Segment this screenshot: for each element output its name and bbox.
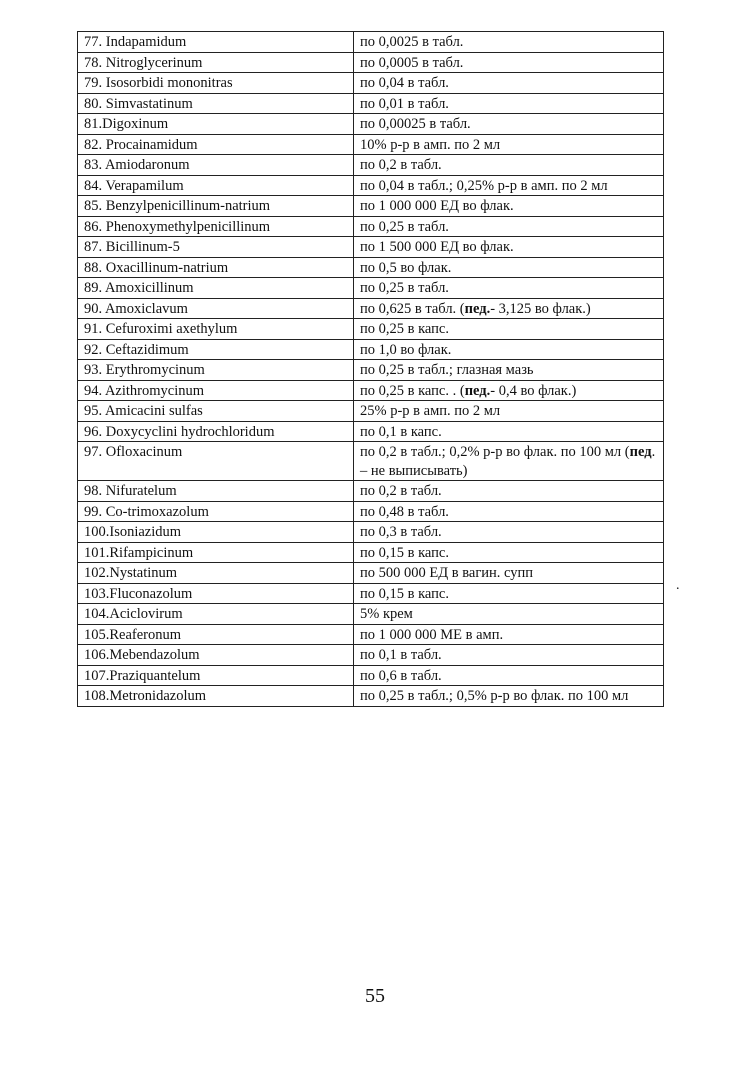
table-row: [78, 583, 664, 604]
drug-dose-cell: по 0,0005 в табл.: [354, 52, 664, 73]
dose-text: - 0,4 во флак.): [490, 382, 577, 399]
drug-name-cell: 78. Nitroglycerinum: [78, 52, 354, 73]
drug-dose-cell: по 0,00025 в табл.: [354, 114, 664, 135]
drug-name-cell: 80. Simvastatinum: [78, 93, 354, 114]
drug-dose-cell: [354, 442, 664, 481]
drug-dose-cell: по 0,25 в капс.: [354, 319, 664, 340]
drug-name-cell: 85. Benzylpenicillinum-natrium: [78, 196, 354, 217]
drug-dose-cell: по 0,15 в капс.: [354, 542, 664, 563]
table-row: [78, 604, 664, 625]
drug-name-cell: 107.Praziquantelum: [78, 665, 354, 686]
drug-dose-cell: по 1 500 000 ЕД во флак.: [354, 237, 664, 258]
drug-dose-cell: по 0,0025 в табл.: [354, 32, 664, 53]
table-row: [78, 278, 664, 299]
drug-dose-cell: по 0,48 в табл.: [354, 501, 664, 522]
drug-name-cell: 88. Oxacillinum-natrium: [78, 257, 354, 278]
table-row: [78, 401, 664, 422]
drug-name-cell: 96. Doxycyclini hydrochloridum: [78, 421, 354, 442]
table-row: [78, 114, 664, 135]
drug-dose-cell: по 0,2 в табл.: [354, 481, 664, 502]
drug-dose-cell: по 0,1 в капс.: [354, 421, 664, 442]
drug-name-cell: 97. Ofloxacinum: [78, 442, 354, 481]
dose-text: по 0,25 в капс. . (: [360, 382, 465, 399]
drug-name-cell: 83. Amiodaronum: [78, 155, 354, 176]
drug-dose-cell: по 0,25 в табл.: [354, 216, 664, 237]
table-row: [78, 542, 664, 563]
drug-dosage-table: [77, 31, 664, 707]
table-row: [78, 52, 664, 73]
drug-dose-cell: по 0,2 в табл.: [354, 155, 664, 176]
drug-name-cell: 82. Procainamidum: [78, 134, 354, 155]
drug-dose-cell: по 0,25 в табл.; глазная мазь: [354, 360, 664, 381]
drug-name-cell: 91. Cefuroximi axethylum: [78, 319, 354, 340]
drug-name-cell: 77. Indapamidum: [78, 32, 354, 53]
drug-name-cell: 103.Fluconazolum: [78, 583, 354, 604]
drug-dose-cell: 25% р-р в амп. по 2 мл: [354, 401, 664, 422]
drug-dose-cell: по 0,04 в табл.: [354, 73, 664, 94]
drug-dose-cell: по 0,5 во флак.: [354, 257, 664, 278]
dose-text: . – не выписывать): [360, 444, 656, 479]
table-row: [78, 645, 664, 666]
drug-dose-cell: [354, 298, 664, 319]
drug-name-cell: 108.Metronidazolum: [78, 686, 354, 707]
drug-name-cell: 84. Verapamilum: [78, 175, 354, 196]
drug-name-cell: 95. Amicacini sulfas: [78, 401, 354, 422]
table-row: [78, 319, 664, 340]
table-row: [78, 481, 664, 502]
drug-name-cell: 79. Isosorbidi mononitras: [78, 73, 354, 94]
table-row: [78, 257, 664, 278]
drug-name-cell: 104.Aciclovirum: [78, 604, 354, 625]
drug-name-cell: 106.Mebendazolum: [78, 645, 354, 666]
stray-mark: .: [676, 578, 680, 593]
drug-dose-cell: по 0,3 в табл.: [354, 522, 664, 543]
table-row: [78, 298, 664, 319]
pediatric-marker: пед: [629, 444, 652, 460]
drug-table-body: [78, 32, 664, 707]
drug-name-cell: 102.Nystatinum: [78, 563, 354, 584]
table-row: [78, 686, 664, 707]
table-row: [78, 380, 664, 401]
table-row: [78, 73, 664, 94]
drug-dose-cell: по 0,01 в табл.: [354, 93, 664, 114]
drug-name-cell: 101.Rifampicinum: [78, 542, 354, 563]
drug-dose-cell: 5% крем: [354, 604, 664, 625]
drug-name-cell: 105.Reaferonum: [78, 624, 354, 645]
drug-dose-cell: 10% р-р в амп. по 2 мл: [354, 134, 664, 155]
pediatric-marker: пед.: [464, 300, 491, 317]
table-row: [78, 155, 664, 176]
table-row: [78, 360, 664, 381]
drug-dose-cell: по 0,25 в табл.: [354, 278, 664, 299]
drug-name-cell: 98. Nifuratelum: [78, 481, 354, 502]
drug-dose-cell: по 1 000 000 ЕД во флак.: [354, 196, 664, 217]
table-row: [78, 421, 664, 442]
drug-dose-cell: по 500 000 ЕД в вагин. супп: [354, 563, 664, 584]
table-row: [78, 216, 664, 237]
table-row: [78, 442, 664, 481]
page-number: 55: [365, 985, 385, 1007]
table-row: [78, 665, 664, 686]
drug-name-cell: 90. Amoxiclavum: [78, 298, 354, 319]
table-row: [78, 501, 664, 522]
drug-name-cell: 94. Azithromycinum: [78, 380, 354, 401]
table-row: [78, 624, 664, 645]
drug-dose-cell: по 0,1 в табл.: [354, 645, 664, 666]
drug-dose-cell: по 0,25 в табл.; 0,5% р-р во флак. по 100 мл: [354, 686, 664, 707]
drug-dose-cell: [354, 380, 664, 401]
drug-name-cell: 99. Co-trimoxazolum: [78, 501, 354, 522]
table-row: [78, 339, 664, 360]
table-row: [78, 196, 664, 217]
drug-dose-cell: по 1,0 во флак.: [354, 339, 664, 360]
drug-dose-cell: по 0,6 в табл.: [354, 665, 664, 686]
drug-name-cell: 100.Isoniazidum: [78, 522, 354, 543]
drug-dose-cell: по 0,15 в капс.: [354, 583, 664, 604]
table-row: [78, 563, 664, 584]
table-row: [78, 237, 664, 258]
dose-text: - 3,125 во флак.): [490, 300, 591, 317]
drug-name-cell: 86. Phenoxymethylpenicillinum: [78, 216, 354, 237]
pediatric-marker: пед.: [464, 382, 491, 399]
table-row: [78, 134, 664, 155]
table-row: [78, 175, 664, 196]
drug-name-cell: 81.Digoxinum: [78, 114, 354, 135]
table-row: [78, 522, 664, 543]
drug-name-cell: 92. Ceftazidimum: [78, 339, 354, 360]
drug-dose-cell: по 0,04 в табл.; 0,25% р-р в амп. по 2 мл: [354, 175, 664, 196]
dose-text: по 0,2 в табл.; 0,2% р-р во флак. по 100 мл (: [360, 444, 630, 460]
drug-name-cell: 89. Amoxicillinum: [78, 278, 354, 299]
table-row: [78, 32, 664, 53]
drug-dose-cell: по 1 000 000 МЕ в амп.: [354, 624, 664, 645]
drug-name-cell: 87. Bicillinum-5: [78, 237, 354, 258]
drug-name-cell: 93. Erythromycinum: [78, 360, 354, 381]
dose-text: по 0,625 в табл. (: [360, 300, 465, 317]
table-row: [78, 93, 664, 114]
